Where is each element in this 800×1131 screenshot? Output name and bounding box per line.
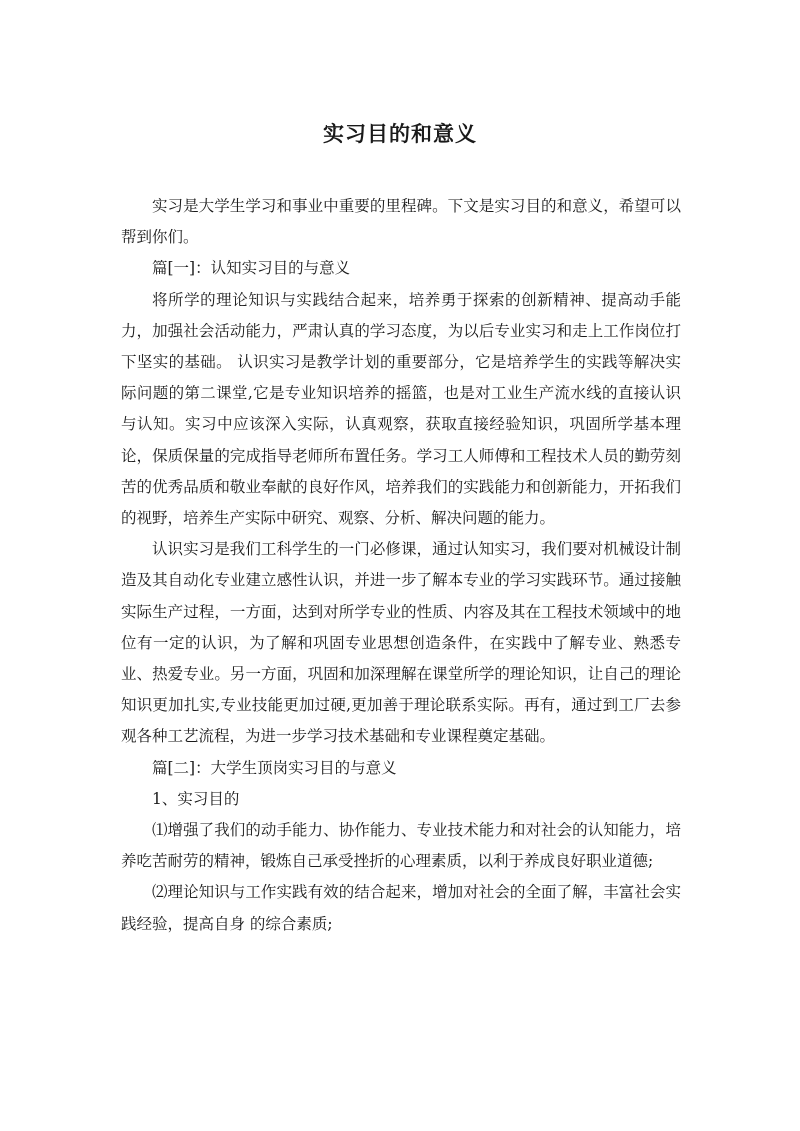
- body-paragraph: 认识实习是我们工科学生的一门必修课，通过认知实习，我们要对机械设计制造及其自动化专业建立感性认识，并进一步了解本专业的学习实践环节。通过接触实际生产过程，一方面，达到对所学专业的性质、内容及其在工程技术领域中的地位有一定的认识，为了解和巩固专业思想创造条件，在实践中了解专业、熟悉专业、热爱专业。另一方面，巩固和加深理解在课堂所学的理论知识，让自己的理论知识更加扎实,专业技能更加过硬,更加善于理论联系实际。再有，通过到工厂去参观各种工艺流程，为进一步学习技术基础和专业课程奠定基础。: [121, 540, 681, 746]
- subsection-heading: 1、实习目的: [152, 789, 240, 808]
- document-body: [121, 191, 681, 940]
- intro-paragraph: 实习是大学生学习和事业中重要的里程碑。下文是实习目的和意义，希望可以帮到你们。: [121, 197, 681, 247]
- list-item: ⑴增强了我们的动手能力、协作能力、专业技术能力和对社会的认知能力，培养吃苦耐劳的精神，锻炼自己承受挫折的心理素质，以利于养成良好职业道德;: [121, 821, 681, 871]
- section-heading-1: 篇[一]：认知实习目的与意义: [152, 259, 351, 278]
- section-heading-2: 篇[二]：大学生顶岗实习目的与意义: [152, 758, 397, 777]
- list-item: ⑵理论知识与工作实践有效的结合起来，增加对社会的全面了解，丰富社会实践经验，提高自身 的综合素质;: [121, 883, 681, 933]
- body-paragraph: 将所学的理论知识与实践结合起来，培养勇于探索的创新精神、提高动手能力，加强社会活动能力，严肃认真的学习态度，为以后专业实习和走上工作岗位打下坚实的基础。 认识实习是教学计划的重要部分，它是培养学生的实践等解决实际问题的第二课堂,它是专业知识培养的摇篮，也是对工业生产流水线的直接认识与认知。实习中应该深入实际，认真观察，获取直接经验知识，巩固所学基本理论，保质保量的完成指导老师所布置任务。学习工人师傅和工程技术人员的勤劳刻苦的优秀品质和敬业奉献的良好作风，培养我们的实践能力和创新能力，开拓我们的视野，培养生产实际中研究、观察、分析、解决问题的能力。: [121, 290, 681, 528]
- document-title: 实习目的和意义: [323, 122, 477, 146]
